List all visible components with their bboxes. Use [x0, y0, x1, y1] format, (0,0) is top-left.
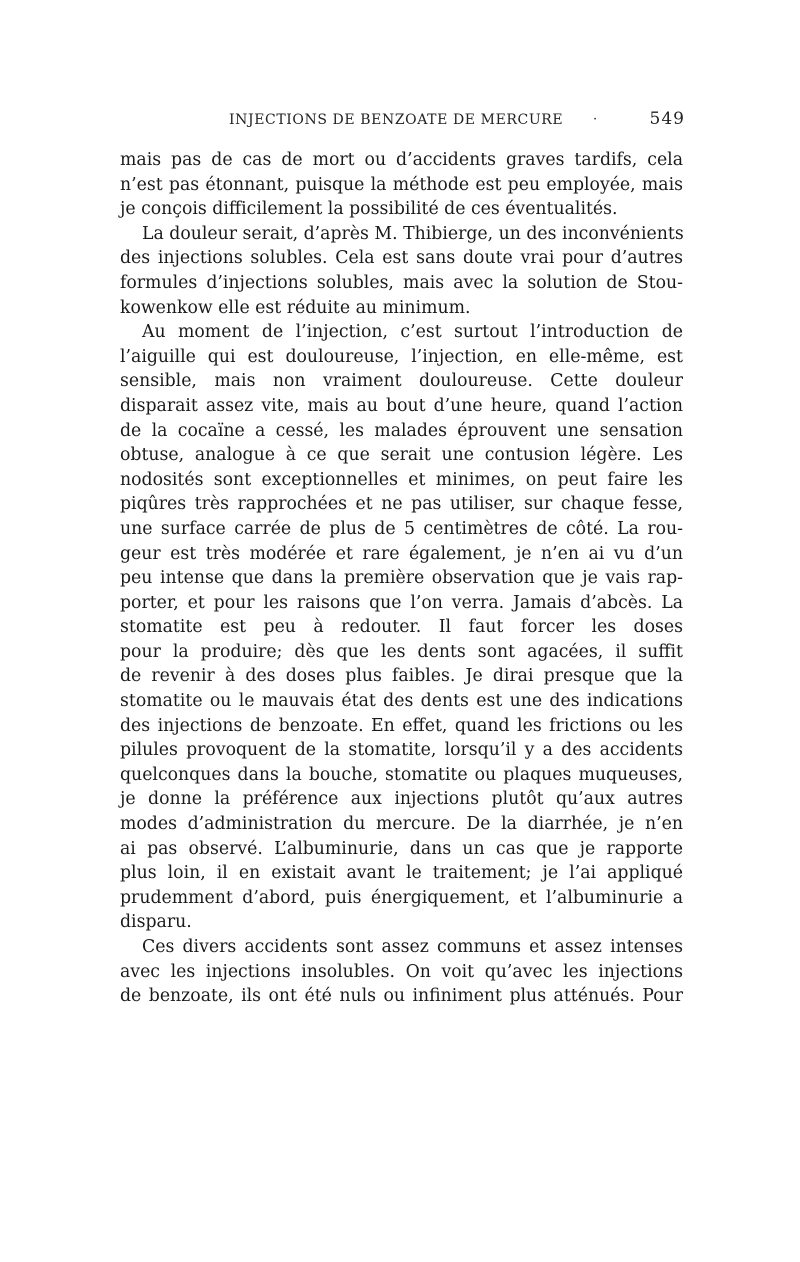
text-line: modes d’administration du mercure. De la diarrhée, je n’en: [120, 814, 683, 835]
text-line: des injections de benzoate. En effet, quand les frictions ou les: [120, 715, 683, 736]
text-line: plus loin, il en existait avant le traitement; je l’ai appliqué: [120, 863, 683, 884]
text-line: des injections solubles. Cela est sans doute vrai pour d’autres: [120, 248, 683, 269]
text-line: porter, et pour les raisons que l’on verra. Jamais d’abcès. La: [120, 592, 683, 613]
text-line: ai pas observé. L’albuminurie, dans un cas que je rapporte: [120, 838, 683, 859]
paragraph-3: [120, 320, 683, 935]
text-line: mais pas de cas de mort ou d’accidents graves tardifs, cela: [120, 150, 683, 170]
paragraph-1: [120, 148, 683, 222]
paragraph-4: [120, 935, 683, 1009]
running-title: INJECTIONS DE BENZOATE DE MERCURE: [229, 112, 564, 128]
text-line: peu intense que dans la première observation que je vais rap-: [120, 568, 683, 589]
text-line: sensible, mais non vraiment douloureuse. Cette douleur: [120, 371, 683, 392]
text-line: une surface carrée de plus de 5 centimètres de côté. La rou-: [120, 518, 683, 539]
text-line: pilules provoquent de la stomatite, lorsqu’il y a des accidents: [120, 740, 683, 761]
page-number: 549: [649, 109, 685, 129]
text-line: disparu.: [120, 912, 192, 933]
text-line: kowenkow elle est réduite au minimum.: [120, 297, 471, 318]
text-line: de benzoate, ils ont été nuls ou infiniment plus atténués. Pour: [120, 986, 683, 1007]
text-line: obtuse, analogue à ce que serait une contusion légère. Les: [120, 445, 683, 466]
text-line: avec les injections insolubles. On voit qu’avec les injections: [120, 961, 683, 982]
text-line: de la cocaïne a cessé, les malades éprouvent une sensation: [120, 420, 683, 441]
text-line: quelconques dans la bouche, stomatite ou plaques muqueuses,: [120, 764, 683, 785]
text-line: stomatite ou le mauvais état des dents est une des indications: [120, 691, 683, 712]
running-head: [229, 108, 685, 134]
running-head-separator: ·: [593, 112, 598, 127]
paragraph-2: [120, 222, 683, 320]
text-line: La douleur serait, d’après M. Thibierge, un des inconvénients: [142, 223, 684, 244]
text-line: je conçois difficilement la possibilité de ces éventualités.: [120, 199, 618, 220]
text-line: formules d’injections solubles, mais avec la solution de Stou-: [120, 272, 683, 293]
text-line: prudemment d’abord, puis énergiquement, et l’albuminurie a: [120, 887, 683, 908]
text-line: geur est très modérée et rare également, je n’en ai vu d’un: [120, 543, 683, 564]
text-line: je donne la préférence aux injections plutôt qu’aux autres: [120, 789, 683, 810]
text-line: nodosités sont exceptionnelles et minimes, on peut faire les: [120, 469, 683, 490]
text-line: disparait assez vite, mais au bout d’une heure, quand l’action: [120, 395, 683, 416]
text-line: l’aiguille qui est douloureuse, l’injection, en elle-même, est: [120, 346, 683, 367]
text-line: n’est pas étonnant, puisque la méthode est peu employée, mais: [120, 174, 683, 195]
text-line: piqûres très rapprochées et ne pas utiliser, sur chaque fesse,: [120, 494, 683, 515]
text-line: Au moment de l’injection, c’est surtout l’introduction de: [142, 322, 683, 343]
body-text: [120, 148, 683, 1009]
text-line: pour la produire; dès que les dents sont agacées, il suffit: [120, 641, 683, 662]
text-line: stomatite est peu à redouter. Il faut forcer les doses: [120, 617, 683, 638]
text-line: de revenir à des doses plus faibles. Je dirai presque que la: [120, 666, 683, 687]
text-line: Ces divers accidents sont assez communs et assez intenses: [142, 937, 683, 957]
